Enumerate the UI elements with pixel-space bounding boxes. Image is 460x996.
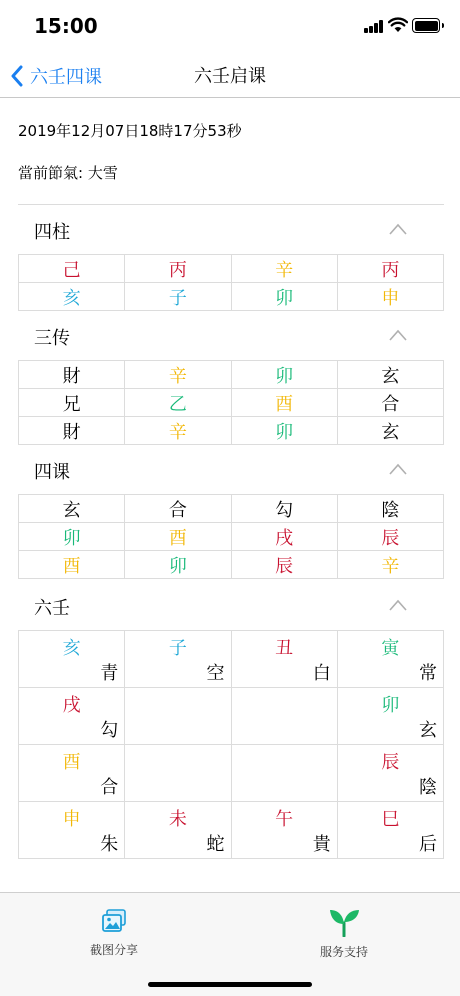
section-title: 六壬 [34, 598, 70, 619]
liuren-cell [19, 688, 125, 745]
earthly-branch: 寅 [381, 638, 400, 659]
section-header-sanchuan [0, 314, 460, 358]
tab-label: 服务支持 [319, 945, 368, 959]
heavenly-general: 青 [100, 663, 119, 684]
heavenly-general: 白 [312, 663, 331, 684]
table-cell: 辛 [125, 417, 231, 445]
table-row [19, 551, 444, 579]
table-cell: 卯 [125, 551, 231, 579]
liuren-cell [125, 745, 231, 802]
tab-screenshot-share[interactable] [64, 907, 164, 958]
table-row [19, 417, 444, 445]
table-cell: 子 [125, 283, 231, 311]
table-cell: 財 [19, 361, 125, 389]
chevron-up-icon[interactable] [388, 598, 408, 612]
chevron-up-icon[interactable] [388, 222, 408, 236]
liuren-cell [337, 688, 443, 745]
table-cell: 合 [125, 495, 231, 523]
table-cell: 陰 [337, 495, 443, 523]
table-cell: 卯 [231, 283, 337, 311]
earthly-branch: 亥 [62, 638, 81, 659]
table-row [19, 688, 444, 745]
section-title: 三传 [34, 328, 70, 349]
sprout-icon [328, 907, 360, 937]
table-row [19, 745, 444, 802]
section-title: 四课 [34, 462, 70, 483]
heavenly-general: 陰 [419, 777, 437, 798]
table-row [19, 389, 444, 417]
heavenly-general: 蛇 [206, 834, 225, 855]
heavenly-general: 后 [419, 834, 437, 855]
liuren-cell [125, 802, 231, 859]
table-row [19, 361, 444, 389]
table-cell: 戌 [231, 523, 337, 551]
divider [18, 204, 444, 205]
table-cell: 財 [19, 417, 125, 445]
liuren-cell [125, 631, 231, 688]
home-indicator [148, 982, 312, 987]
table-cell: 乙 [125, 389, 231, 417]
earthly-branch: 子 [168, 638, 187, 659]
table-cell: 辰 [231, 551, 337, 579]
table-cell: 己 [19, 255, 125, 283]
table-cell: 卯 [231, 417, 337, 445]
photo-share-icon [100, 907, 128, 935]
table-cell: 酉 [19, 551, 125, 579]
sike-table [18, 494, 444, 579]
table-cell: 丙 [337, 255, 443, 283]
liuren-cell [231, 688, 337, 745]
table-cell: 酉 [231, 389, 337, 417]
table-cell: 卯 [19, 523, 125, 551]
table-cell: 勾 [231, 495, 337, 523]
table-row [19, 631, 444, 688]
table-cell: 兄 [19, 389, 125, 417]
earthly-branch: 未 [168, 809, 187, 830]
sizhu-table [18, 254, 444, 311]
table-row [19, 495, 444, 523]
heavenly-general: 常 [419, 663, 437, 684]
table-cell: 玄 [337, 417, 443, 445]
section-header-liuren [0, 584, 460, 628]
liuren-cell [231, 802, 337, 859]
table-row [19, 255, 444, 283]
earthly-branch: 午 [275, 809, 294, 830]
table-cell: 亥 [19, 283, 125, 311]
table-cell: 酉 [125, 523, 231, 551]
table-cell: 丙 [125, 255, 231, 283]
chevron-up-icon[interactable] [388, 328, 408, 342]
chevron-up-icon[interactable] [388, 462, 408, 476]
earthly-branch: 巳 [381, 809, 400, 830]
table-cell: 辛 [337, 551, 443, 579]
table-cell: 玄 [19, 495, 125, 523]
table-cell: 辛 [231, 255, 337, 283]
wifi-icon [388, 17, 408, 33]
tab-label: 截图分享 [89, 943, 138, 957]
date-time-text: 2019年12月07日18時17分53秒 [18, 122, 242, 140]
table-cell: 卯 [231, 361, 337, 389]
liuren-cell [19, 631, 125, 688]
liuren-cell [125, 688, 231, 745]
liuren-cell [231, 745, 337, 802]
earthly-branch: 丑 [275, 638, 294, 659]
table-row [19, 523, 444, 551]
liuren-cell [19, 745, 125, 802]
page-title: 六壬启课 [194, 66, 266, 87]
back-label: 六壬四课 [30, 67, 102, 88]
liuren-cell [231, 631, 337, 688]
heavenly-general: 合 [100, 777, 119, 798]
heavenly-general: 勾 [100, 720, 119, 741]
table-cell: 辰 [337, 523, 443, 551]
heavenly-general: 玄 [419, 720, 437, 741]
earthly-branch: 酉 [62, 752, 81, 773]
tab-bar [0, 892, 460, 996]
heavenly-general: 貴 [312, 834, 331, 855]
solar-term-text: 當前節氣: 大雪 [18, 164, 118, 182]
liuren-table [18, 630, 444, 859]
earthly-branch: 戌 [62, 695, 81, 716]
earthly-branch: 辰 [381, 752, 400, 773]
cellular-signal-icon [364, 20, 384, 33]
liuren-cell [337, 802, 443, 859]
table-row [19, 802, 444, 859]
table-cell: 辛 [125, 361, 231, 389]
table-row [19, 283, 444, 311]
section-header-sizhu [0, 208, 460, 252]
section-header-sike [0, 448, 460, 492]
earthly-branch: 卯 [381, 695, 400, 716]
table-cell: 合 [337, 389, 443, 417]
table-cell: 玄 [337, 361, 443, 389]
battery-icon [412, 18, 440, 33]
section-title: 四柱 [34, 222, 70, 243]
table-cell: 申 [337, 283, 443, 311]
liuren-cell [19, 802, 125, 859]
sanchuan-table [18, 360, 444, 445]
heavenly-general: 空 [206, 663, 225, 684]
liuren-cell [337, 745, 443, 802]
navigation-bar [0, 54, 460, 98]
liuren-cell [337, 631, 443, 688]
status-time: 15:00 [34, 14, 98, 38]
heavenly-general: 朱 [100, 834, 119, 855]
tab-service-support[interactable] [294, 907, 394, 960]
earthly-branch: 申 [62, 809, 81, 830]
status-bar [0, 0, 460, 54]
